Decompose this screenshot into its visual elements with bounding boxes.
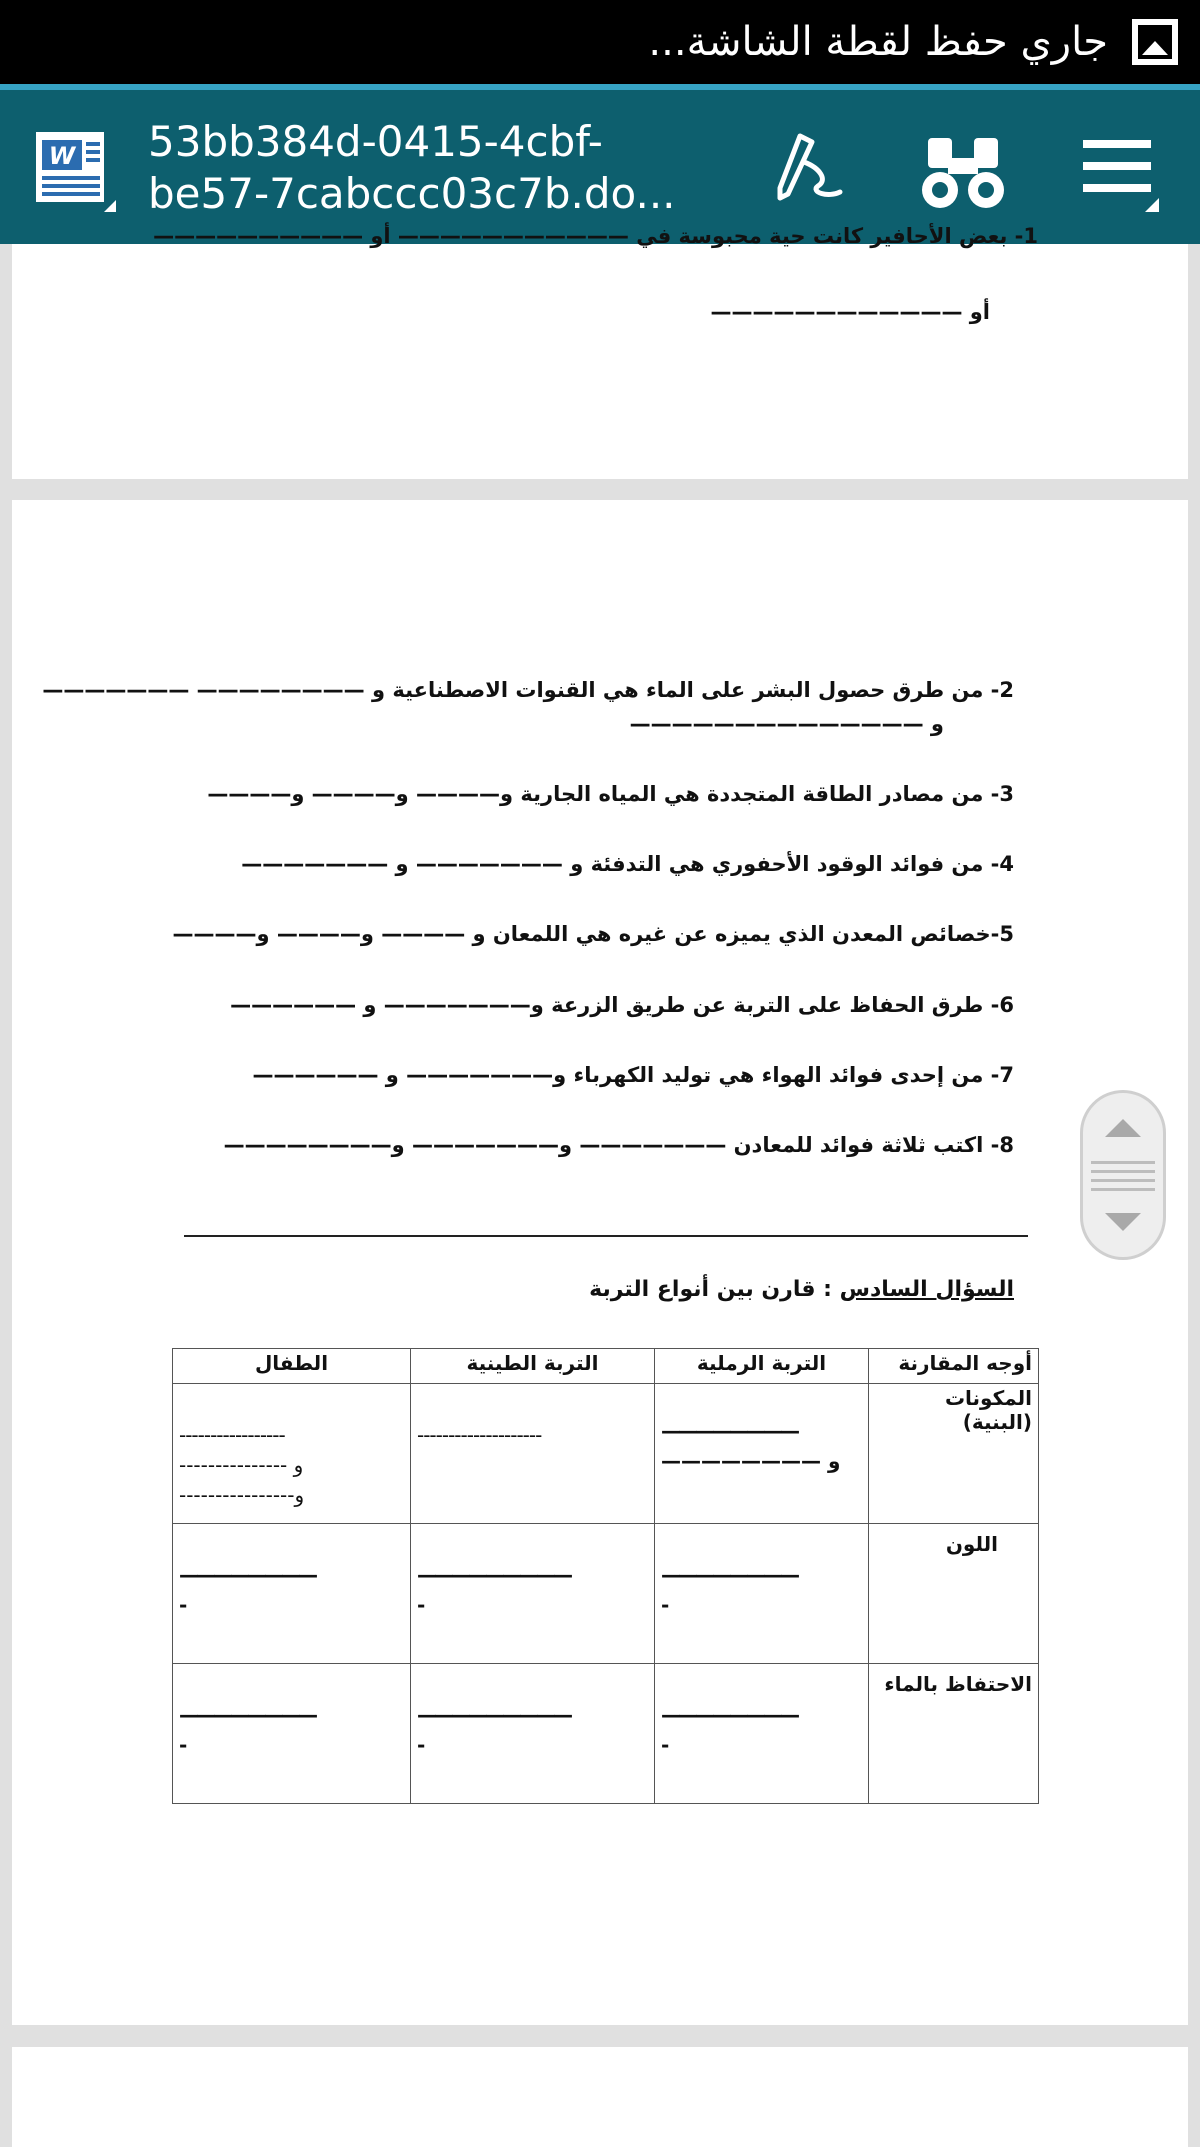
blank-line: —————————: [417, 1703, 570, 1727]
header-clay-soil: التربة الطينية: [411, 1349, 655, 1384]
hamburger-menu-icon: [1083, 140, 1159, 212]
question-3: 3- من مصادر الطاقة المتجددة هي المياه الجارية و———— و———— و————: [207, 782, 1014, 806]
cell-sandy-color: [655, 1524, 869, 1664]
question-5: 5-خصائص المعدن الذي يميزه عن غيره هي اللمعان و ———— و———— و————: [172, 922, 1014, 946]
header-comparison-aspect: أوجه المقارنة: [869, 1349, 1039, 1384]
word-document-icon: [32, 128, 116, 212]
cell-silt-components: [173, 1384, 411, 1524]
cell-silt-color: [173, 1524, 411, 1664]
word-letter: W: [48, 142, 76, 170]
blank-line: -: [661, 1733, 667, 1757]
document-page-3: [12, 2047, 1188, 2147]
cell-clay-color: [411, 1524, 655, 1664]
document-page-2: [12, 500, 1188, 2025]
document-page-1: [12, 224, 1188, 479]
app-toolbar: [0, 84, 1200, 244]
document-title: [148, 116, 676, 220]
question-2-continuation: و ——————————————: [629, 712, 944, 736]
cell-clay-components: [411, 1384, 655, 1524]
arrow-up-icon[interactable]: [1105, 1119, 1141, 1137]
blank-line: و----------------: [179, 1483, 305, 1507]
header-sandy-soil: التربة الرملية: [655, 1349, 869, 1384]
question-1-line: 1- بعض الأحافير كانت حية محبوسة في ——————————— أو ——————————: [153, 224, 1038, 248]
screenshot-icon: [1132, 19, 1178, 65]
soil-comparison-table: [172, 1348, 1039, 1804]
scroll-grip[interactable]: [1091, 1155, 1155, 1199]
blank-line: --------------------: [417, 1423, 542, 1447]
document-title-line2: be57-7cabccc03c7b.do...: [148, 169, 676, 218]
find-button[interactable]: [918, 128, 1008, 218]
separator-line: [184, 1235, 1028, 1237]
menu-button[interactable]: [1075, 128, 1165, 218]
table-row: [173, 1664, 1039, 1804]
header-silt-soil: الطفال: [173, 1349, 411, 1384]
question-7: 7- من إحدى فوائد الهواء هي توليد الكهرباء و——————— و ——————: [252, 1063, 1014, 1087]
table-row: [173, 1524, 1039, 1664]
row-label-components: المكونات (البنية): [869, 1384, 1039, 1524]
page-scroll-widget[interactable]: [1080, 1090, 1166, 1260]
blank-line: -----------------: [179, 1423, 285, 1447]
blank-line: -: [179, 1733, 185, 1757]
blank-line: -: [417, 1733, 423, 1757]
cell-silt-water: [173, 1664, 411, 1804]
status-text: جاري حفظ لقطة الشاشة...: [648, 19, 1108, 65]
blank-line: ————————: [179, 1563, 315, 1587]
row-label-color: اللون: [869, 1524, 1039, 1664]
question-8: 8- اكتب ثلاثة فوائد للمعادن ——————— و——————— و————————: [223, 1133, 1014, 1157]
blank-line: -: [661, 1593, 667, 1617]
cell-sandy-water: [655, 1664, 869, 1804]
question-6: 6- طرق الحفاظ على التربة عن طريق الزرعة و——————— و ——————: [230, 993, 1014, 1017]
blank-line: -: [417, 1593, 423, 1617]
blank-line: و ————————: [661, 1449, 841, 1473]
blank-line: ————————: [661, 1563, 797, 1587]
blank-line: ————————: [179, 1703, 315, 1727]
cell-sandy-components: [655, 1384, 869, 1524]
binoculars-icon: [922, 138, 1004, 208]
table-header-row: [173, 1349, 1039, 1384]
status-bar: [0, 0, 1200, 84]
arrow-down-icon[interactable]: [1105, 1213, 1141, 1231]
blank-line: ————————: [661, 1419, 797, 1443]
draw-button[interactable]: [758, 128, 848, 218]
section-six-instruction: : قارن بين أنواع التربة: [589, 1277, 840, 1302]
blank-line: و ---------------: [179, 1453, 304, 1477]
table-row: [173, 1384, 1039, 1524]
blank-line: —————————: [417, 1563, 570, 1587]
cell-clay-water: [411, 1664, 655, 1804]
section-six-label: السؤال السادس: [839, 1277, 1014, 1302]
pen-icon: [780, 136, 840, 198]
question-1-continuation: أو ————————————: [710, 300, 990, 324]
document-title-line1: 53bb384d-0415-4cbf-: [148, 117, 603, 166]
blank-line: -: [179, 1593, 185, 1617]
question-4: 4- من فوائد الوقود الأحفوري هي التدفئة و ——————— و ———————: [241, 852, 1014, 876]
row-label-water-retention: الاحتفاظ بالماء: [869, 1664, 1039, 1804]
blank-line: ————————: [661, 1703, 797, 1727]
question-2: 2- من طرق حصول البشر على الماء هي القنوات الاصطناعية و ———————— ———————: [42, 678, 1014, 702]
section-six-title: [589, 1277, 1014, 1302]
